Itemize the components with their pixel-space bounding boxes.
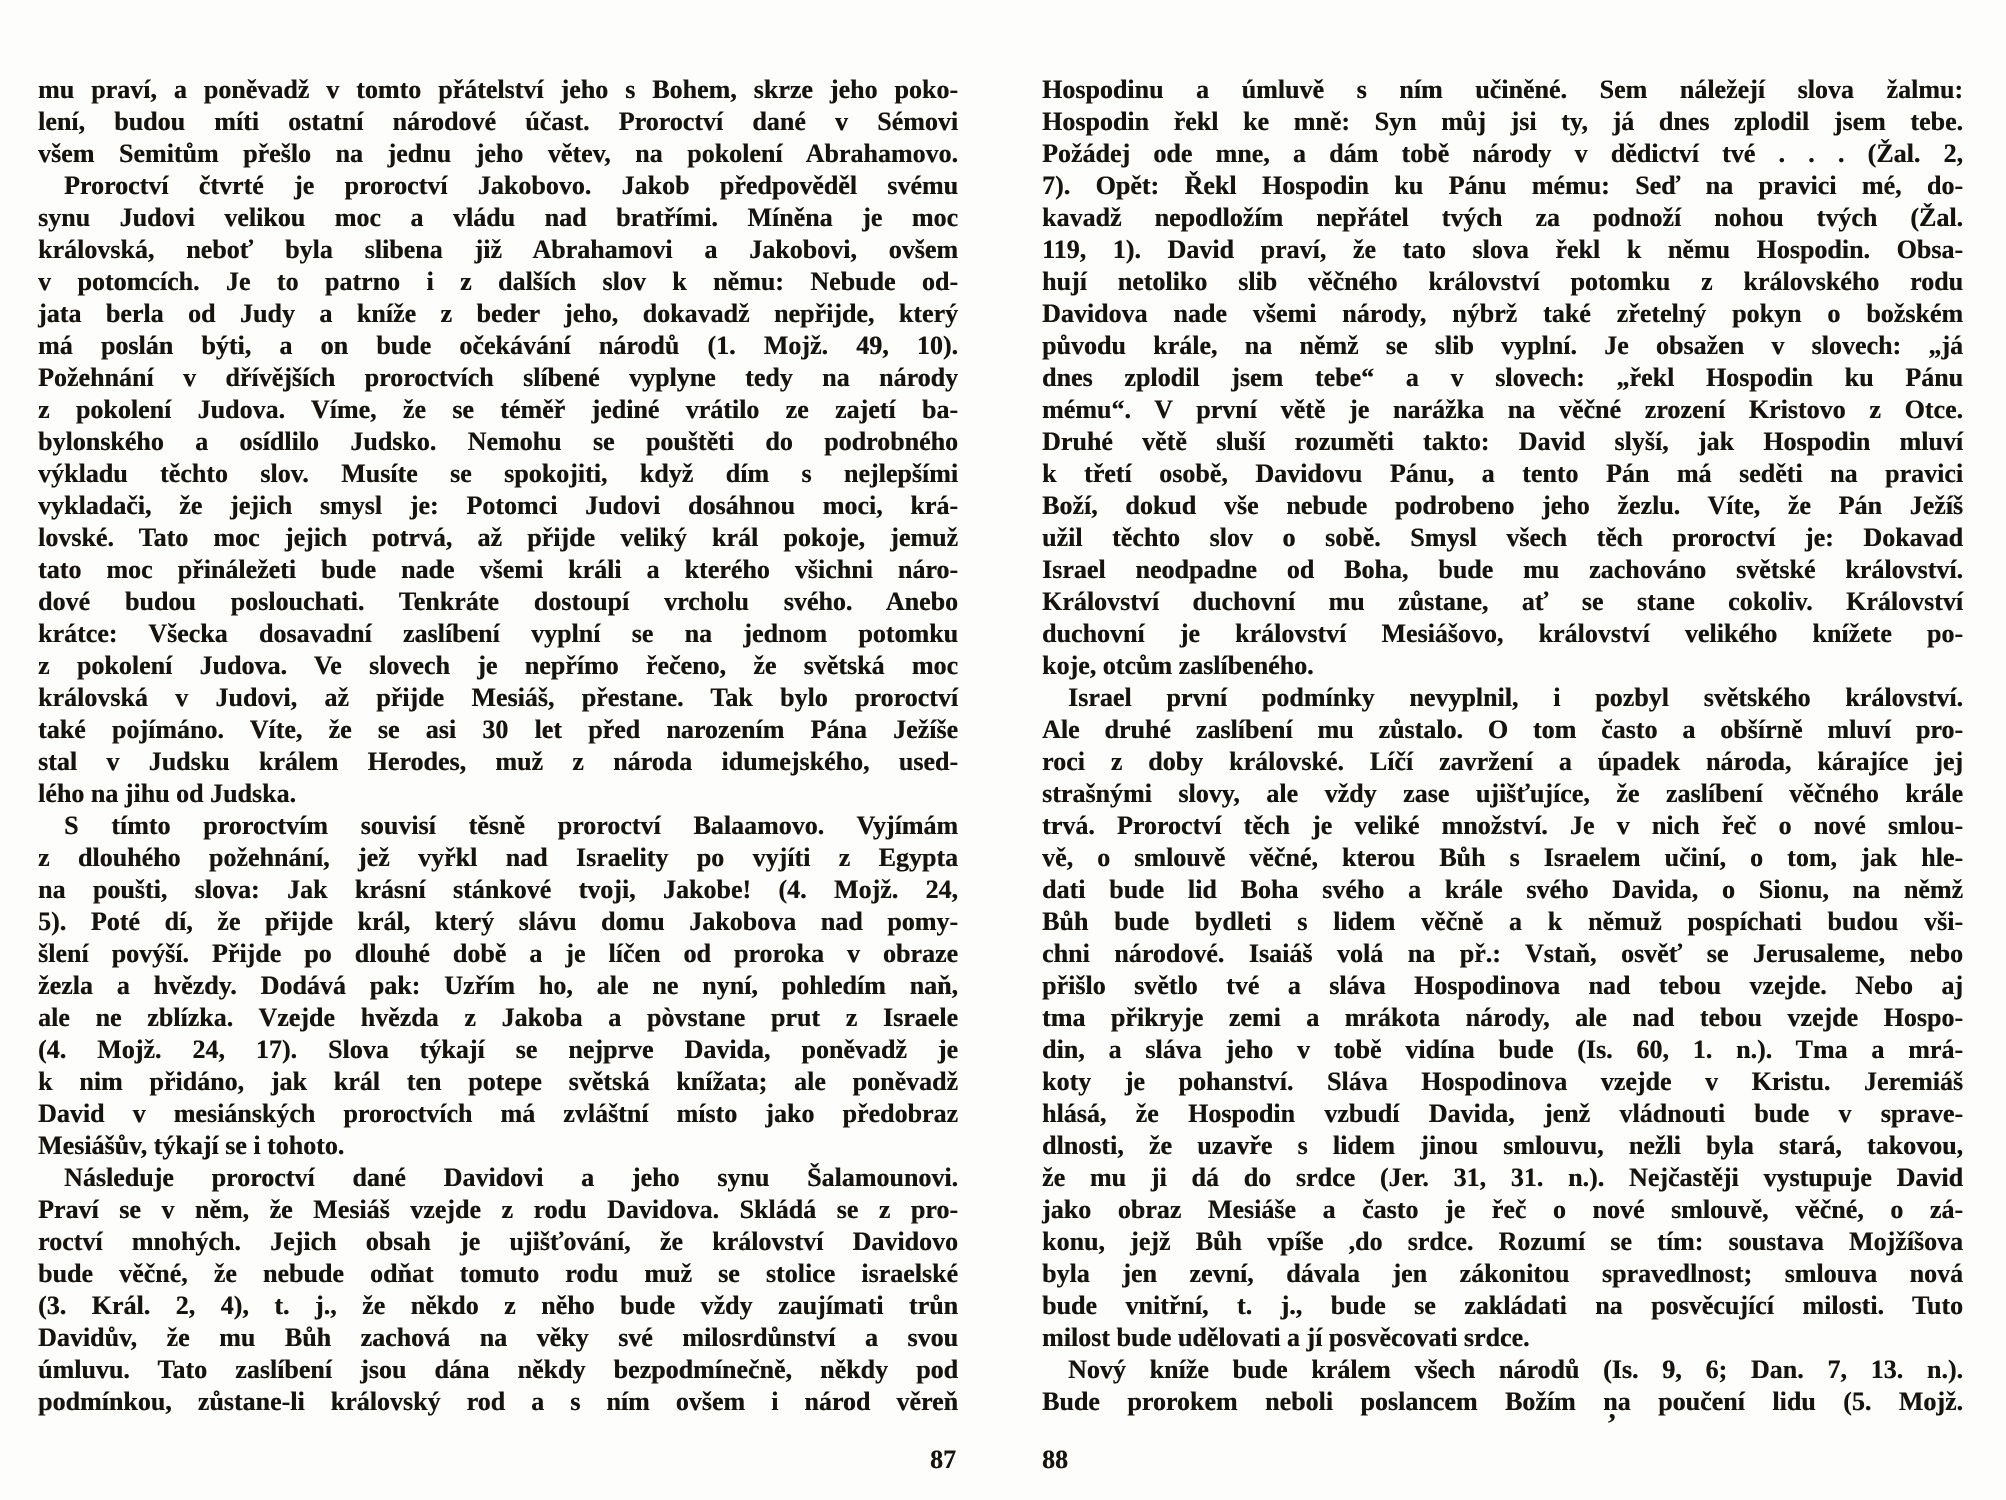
text-line: lovské. Tato moc jejich potrvá, až přijde veliký král pokoje, jemuž — [38, 523, 958, 552]
text-line: dnes zplodil jsem tebe“ a v slovech: „řekl Hospodin ku Pánu — [1042, 363, 1963, 392]
text-line: že mu ji dá do srdce (Jer. 31, 31. n.). Nejčastěji vystupuje David — [1042, 1163, 1963, 1192]
text-line: úmluvu. Tato zaslíbení jsou dána někdy bezpodmínečně, někdy pod — [38, 1355, 958, 1384]
text-line: jata berla od Judy a kníže z beder jeho, dokavadž nepřijde, který — [38, 299, 958, 328]
text-line: Nový kníže bude králem všech národů (Is. 9, 6; Dan. 7, 13. n.). — [1068, 1355, 1963, 1384]
ink-speck-artifact: ’ — [1604, 1407, 1618, 1442]
text-line: Požehnání v dřívějších proroctvích slíbené vyplyne tedy na národy — [38, 363, 958, 392]
text-line: 7). Opět: Řekl Hospodin ku Pánu mému: Seď na pravici mé, do- — [1042, 171, 1963, 200]
text-line: vykladači, že jejich smysl je: Potomci Judovi dosáhnou moci, krá- — [38, 491, 958, 520]
text-line: koty je pohanství. Sláva Hospodinova vzejde v Kristu. Jeremiáš — [1042, 1067, 1963, 1096]
text-line: v potomcích. Je to patrno i z dalších slov k němu: Nebude od- — [38, 267, 958, 296]
text-line: Boží, dokud vše nebude podrobeno jeho žezlu. Víte, že Pán Ježíš — [1042, 491, 1963, 520]
text-line: z pokolení Judova. Ve slovech je nepřímo řečeno, že světská moc — [38, 651, 958, 680]
text-line: kavadž nepodložím nepřátel tvých za podnoží nohou tvých (Žal. — [1042, 203, 1963, 232]
text-line: (4. Mojž. 24, 17). Slova týkají se nejprve Davida, poněvadž je — [38, 1035, 958, 1064]
text-line: původu krále, na němž se slib vyplní. Je obsažen v slovech: „já — [1042, 331, 1963, 360]
text-line: milost bude udělovati a jí posvěcovati srdce. — [1042, 1323, 1530, 1352]
page-87-number: 87 — [930, 1445, 956, 1474]
text-line: hlásá, že Hospodin vzbudí Davida, jenž vládnouti bude v sprave- — [1042, 1099, 1963, 1128]
text-line: synu Judovi velikou moc a vládu nad bratřími. Míněna je moc — [38, 203, 958, 232]
text-line: dlnosti, že uzavře s lidem jinou smlouvu, nežli byla stará, takovou, — [1042, 1131, 1963, 1160]
text-line: Požádej ode mne, a dám tobě národy v dědictví tvé . . . (Žal. 2, — [1042, 139, 1963, 168]
text-line: má poslán býti, a on bude očekávání národů (1. Mojž. 49, 10). — [38, 331, 958, 360]
text-line: přišlo světlo tvé a sláva Hospodinova nad tebou vzejde. Nebo aj — [1042, 971, 1963, 1000]
text-line: šlení povýší. Přijde po dlouhé době a je líčen od proroka v obraze — [38, 939, 958, 968]
text-line: Bůh bude bydleti s lidem věčně a k němuž pospíchati budou vši- — [1042, 907, 1963, 936]
text-line: z pokolení Judova. Víme, že se téměř jediné vrátilo ze zajetí ba- — [38, 395, 958, 424]
page-88-text-column — [1042, 74, 1963, 1418]
text-line: užil těchto slov o sobě. Smysl všech těch proroctví je: Dokavad — [1042, 523, 1963, 552]
text-line: Následuje proroctví dané Davidovi a jeho synu Šalamounovi. — [64, 1163, 958, 1192]
text-line: Praví se v něm, že Mesiáš vzejde z rodu Davidova. Skládá se z pro- — [38, 1195, 958, 1224]
text-line: vě, o smlouvě věčné, kterou Bůh s Israelem učiní, o tom, jak hle- — [1042, 843, 1963, 872]
text-line: duchovní je království Mesiášovo, království velikého knížete po- — [1042, 619, 1963, 648]
text-line: roci z doby královské. Líčí zavržení a úpadek národa, kárajíce jej — [1042, 747, 1963, 776]
text-line: k třetí osobě, Davidovu Pánu, a tento Pán má seděti na pravici — [1042, 459, 1963, 488]
text-line: na poušti, slova: Jak krásní stánkové tvoji, Jakobe! (4. Mojž. 24, — [38, 875, 958, 904]
text-line: bylonského a osídlilo Judsko. Nemohu se pouštěti do podrobného — [38, 427, 958, 456]
text-line: David v mesiánských proroctvích má zvláštní místo jako předobraz — [38, 1099, 958, 1128]
text-line: dati bude lid Boha svého a krále svého Davida, o Sionu, na němž — [1042, 875, 1963, 904]
text-line: mu praví, a poněvadž v tomto přátelství jeho s Bohem, skrze jeho poko- — [38, 75, 958, 104]
text-line: 5). Poté dí, že přijde král, který slávu domu Jakobova nad pomy- — [38, 907, 958, 936]
text-line: Hospodin řekl ke mně: Syn můj jsi ty, já dnes zplodil jsem tebe. — [1042, 107, 1963, 136]
text-line: hují netoliko slib věčného království potomku z královského rodu — [1042, 267, 1963, 296]
text-line: Mesiášův, týkají se i tohoto. — [38, 1131, 345, 1160]
text-line: k nim přidáno, jak král ten potepe světská knížata; ale poněvadž — [38, 1067, 958, 1096]
text-line: královská v Judovi, až přijde Mesiáš, přestane. Tak bylo proroctví — [38, 683, 958, 712]
text-line: Bude prorokem neboli poslancem Božím na poučení lidu (5. Mojž. — [1042, 1387, 1963, 1416]
text-line: Proroctví čtvrté je proroctví Jakobovo. Jakob předpověděl svému — [64, 171, 958, 200]
text-line: královská, neboť byla slibena již Abrahamovi a Jakobovi, ovšem — [38, 235, 958, 264]
text-line: žezla a hvězdy. Dodává pak: Uzřím ho, ale ne nyní, pohledím naň, — [38, 971, 958, 1000]
text-line: jako obraz Mesiáše a často je řeč o nové smlouvě, věčné, o zá- — [1042, 1195, 1963, 1224]
text-line: koje, otcům zaslíbeného. — [1042, 651, 1314, 680]
text-line: Israel první podmínky nevyplnil, i pozbyl světského království. — [1068, 683, 1963, 712]
text-line: Království duchovní mu zůstane, ať se stane cokoliv. Království — [1042, 587, 1963, 616]
text-line: také pojímáno. Víte, že se asi 30 let před narozením Pána Ježíše — [38, 715, 958, 744]
text-line: krátce: Všecka dosavadní zaslíbení vyplní se na jednom potomku — [38, 619, 958, 648]
page-88-number: 88 — [1042, 1445, 1068, 1474]
text-line: roctví mnohých. Jejich obsah je ujišťování, že království Davidovo — [38, 1227, 958, 1256]
text-line: Hospodinu a úmluvě s ním učiněné. Sem náležejí slova žalmu: — [1042, 75, 1963, 104]
text-line: strašnými slovy, ale vždy zase ujišťujíce, že zaslíbení věčného krále — [1042, 779, 1963, 808]
text-line: 119, 1). David praví, že tato slova řekl k němu Hospodin. Obsa- — [1042, 235, 1963, 264]
text-line: stal v Judsku králem Herodes, muž z národa idumejského, used- — [38, 747, 958, 776]
text-line: Davidova nade všemi národy, nýbrž také zřetelný pokyn o božském — [1042, 299, 1963, 328]
text-line: ale ne zblízka. Vzejde hvězda z Jakoba a pòvstane prut z Israele — [38, 1003, 958, 1032]
text-line: (3. Král. 2, 4), t. j., že někdo z něho bude vždy zaujímati trůn — [38, 1291, 958, 1320]
text-line: lého na jihu od Judska. — [38, 779, 296, 808]
text-line: chni národové. Isaiáš volá na př.: Vstaň, osvěť se Jerusaleme, nebo — [1042, 939, 1963, 968]
text-line: konu, jejž Bůh vpíše ,do srdce. Rozumí se tím: soustava Mojžíšova — [1042, 1227, 1963, 1256]
text-line: dové budou poslouchati. Tenkráte dostoupí vrcholu svého. Anebo — [38, 587, 958, 616]
text-line: byla jen zevní, dávala jen zákonitou spravedlnost; smlouva nová — [1042, 1259, 1963, 1288]
text-line: výkladu těchto slov. Musíte se spokojiti, když dím s nejlepšími — [38, 459, 958, 488]
text-line: din, a sláva jeho v tobě vidína bude (Is. 60, 1. n.). Tma a mrá- — [1042, 1035, 1963, 1064]
text-line: Ale druhé zaslíbení mu zůstalo. O tom často a obšírně mluví pro- — [1042, 715, 1963, 744]
text-line: z dlouhého požehnání, jež vyřkl nad Israelity po vyjíti z Egypta — [38, 843, 958, 872]
text-line: trvá. Proroctví těch je veliké množství. Je v nich řeč o nové smlou- — [1042, 811, 1963, 840]
text-line: Davidův, že mu Bůh zachová na věky své milosrdůnství a svou — [38, 1323, 958, 1352]
text-line: bude věčné, že nebude odňat tomuto rodu muž se stolice israelské — [38, 1259, 958, 1288]
text-line: tato moc přináležeti bude nade všemi králi a kterého všichni náro- — [38, 555, 958, 584]
text-line: mému“. V první větě je narážka na věčné zrození Kristovo z Otce. — [1042, 395, 1963, 424]
text-line: tma přikryje zemi a mrákota národy, ale nad tebou vzejde Hospo- — [1042, 1003, 1963, 1032]
text-line: bude vnitřní, t. j., bude se zakládati na posvěcující milosti. Tuto — [1042, 1291, 1963, 1320]
text-line: všem Semitům přešlo na jednu jeho větev, na pokolení Abrahamovo. — [38, 139, 958, 168]
text-line: Israel neodpadne od Boha, bude mu zachováno světské království. — [1042, 555, 1963, 584]
text-line: S tímto proroctvím souvisí těsně proroctví Balaamovo. Vyjímám — [64, 811, 958, 840]
text-line: podmínkou, zůstane-li královský rod a s ním ovšem i národ věreň — [38, 1387, 958, 1416]
text-line: lení, budou míti ostatní národové účast. Proroctví dané v Sémovi — [38, 107, 958, 136]
page-87-text-column — [38, 74, 958, 1418]
text-line: Druhé větě sluší rozuměti takto: David slyší, jak Hospodin mluví — [1042, 427, 1963, 456]
